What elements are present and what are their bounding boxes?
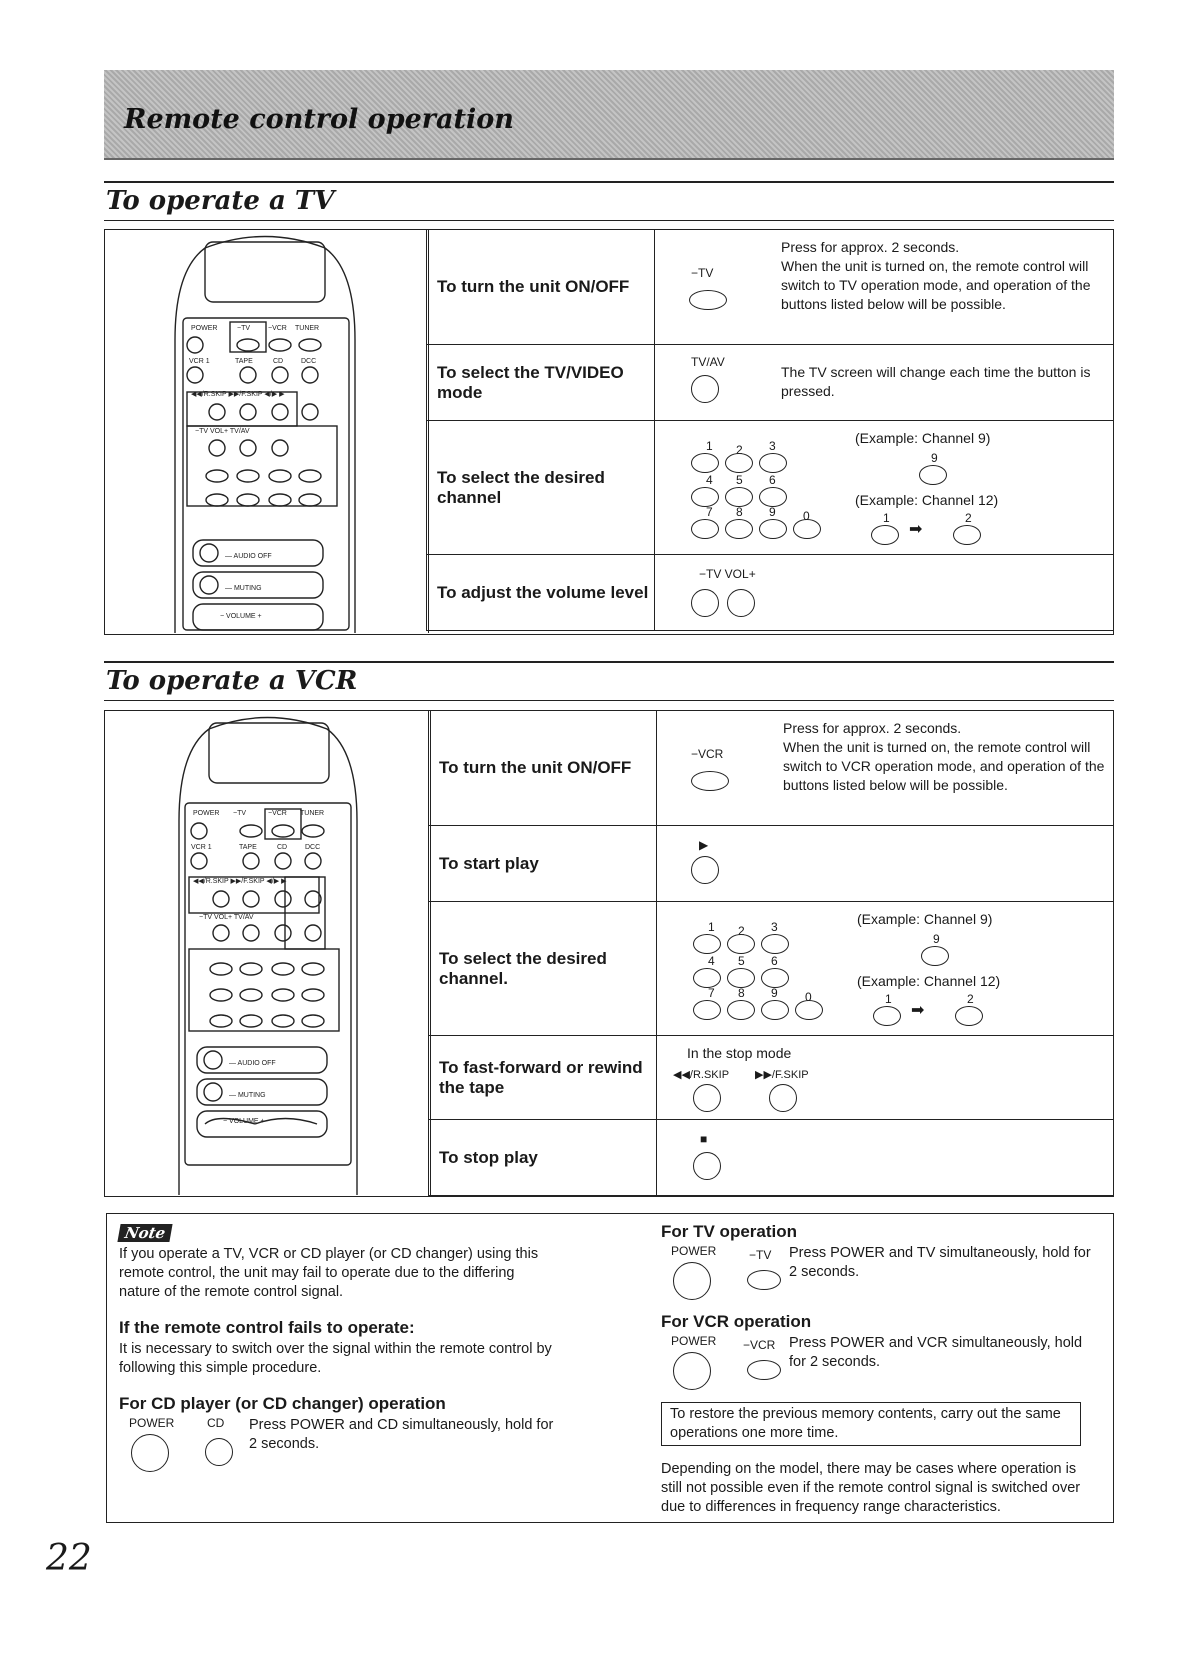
tvav-description: The TV screen will change each time the button is pressed. bbox=[781, 364, 1091, 399]
vcr-row-label: To stop play bbox=[429, 1120, 657, 1196]
svg-text:VCR 1: VCR 1 bbox=[191, 844, 212, 851]
tv-op-power-label: POWER bbox=[671, 1244, 717, 1258]
tv-power-button-icon[interactable] bbox=[689, 290, 727, 310]
remote-control-icon bbox=[105, 230, 427, 633]
note-intro: If you operate a TV, VCR or CD player (or CD changer) using this remote control, the unit may fail to operate due to the differing nature of the remote control signal. bbox=[119, 1246, 539, 1300]
svg-text:− VOLUME +: − VOLUME + bbox=[220, 613, 262, 620]
svg-text:TAPE: TAPE bbox=[239, 844, 257, 851]
svg-text:DCC: DCC bbox=[305, 844, 321, 851]
svg-text:— MUTING: — MUTING bbox=[225, 585, 262, 592]
vcr-row-detail bbox=[657, 1120, 1114, 1196]
vcr-row-label: To fast-forward or rewind the tape bbox=[429, 1036, 657, 1120]
vcr-button-label: −VCR bbox=[691, 747, 724, 761]
digit-button-icon[interactable] bbox=[725, 519, 753, 539]
digit-button-icon[interactable] bbox=[759, 453, 787, 473]
digit-button-icon[interactable] bbox=[691, 519, 719, 539]
digit-button-icon[interactable] bbox=[727, 1000, 755, 1020]
example-12-button-icon bbox=[953, 525, 981, 545]
tv-row-label: To select the desired channel bbox=[427, 421, 655, 555]
vcr-row-channel bbox=[429, 902, 1114, 1036]
example-12-digit: 1 bbox=[883, 511, 890, 525]
example-9-digit: 9 bbox=[933, 932, 940, 946]
tv-remote-illustration bbox=[105, 230, 429, 633]
tv-operations-table bbox=[426, 229, 1114, 631]
cd-text: Press POWER and CD simultaneously, hold for 2 seconds. bbox=[249, 1417, 554, 1452]
digit-button-icon[interactable] bbox=[693, 934, 721, 954]
tv-button-label: −TV bbox=[691, 266, 714, 280]
digit-button-icon[interactable] bbox=[727, 968, 755, 988]
digit-label: 7 bbox=[708, 986, 715, 1000]
digit-label: 5 bbox=[738, 954, 745, 968]
tv-row-detail bbox=[655, 421, 1114, 555]
power-button-icon bbox=[673, 1352, 711, 1390]
tv-row-volume bbox=[427, 555, 1114, 631]
digit-label: 1 bbox=[708, 920, 715, 934]
example-12-digit: 2 bbox=[965, 511, 972, 525]
digit-button-icon[interactable] bbox=[761, 1000, 789, 1020]
digit-label: 0 bbox=[805, 990, 812, 1004]
digit-label: 3 bbox=[771, 920, 778, 934]
tv-vol-label: −TV VOL+ bbox=[699, 567, 756, 581]
fail-text: It is necessary to switch over the signal within the remote control by following this simple procedure. bbox=[119, 1341, 552, 1376]
svg-text:CD: CD bbox=[273, 358, 284, 365]
stop-mode-text: In the stop mode bbox=[687, 1045, 792, 1061]
fail-heading: If the remote control fails to operate: bbox=[119, 1318, 415, 1337]
digit-button-icon[interactable] bbox=[759, 519, 787, 539]
tv-row-detail bbox=[655, 230, 1114, 345]
play-button-icon[interactable] bbox=[691, 856, 719, 884]
example-9-button-icon bbox=[919, 465, 947, 485]
rewind-button-icon[interactable] bbox=[693, 1084, 721, 1112]
cd-button-label: CD bbox=[207, 1416, 225, 1430]
vcr-button-icon bbox=[747, 1360, 781, 1380]
svg-text:POWER: POWER bbox=[193, 810, 220, 817]
cd-button-icon bbox=[205, 1438, 233, 1466]
vcr-op-power-label: POWER bbox=[671, 1334, 717, 1348]
example-12-button-icon bbox=[873, 1006, 901, 1026]
play-icon: ▶ bbox=[699, 838, 709, 852]
vcr-section-rule bbox=[104, 661, 1114, 663]
tvav-button-label: TV/AV bbox=[691, 355, 725, 369]
svg-text:−TV: −TV bbox=[237, 325, 251, 332]
digit-label: 5 bbox=[736, 473, 743, 487]
digit-label: 8 bbox=[738, 986, 745, 1000]
digit-button-icon[interactable] bbox=[727, 934, 755, 954]
digit-button-icon[interactable] bbox=[725, 453, 753, 473]
svg-text:−TV: −TV bbox=[233, 810, 247, 817]
digit-button-icon[interactable] bbox=[693, 1000, 721, 1020]
svg-text:− VOLUME +: − VOLUME + bbox=[223, 1118, 265, 1125]
digit-label: 3 bbox=[769, 439, 776, 453]
digit-label: 4 bbox=[706, 473, 713, 487]
vcr-row-detail bbox=[657, 902, 1114, 1036]
arrow-right-icon: ➡ bbox=[909, 521, 923, 538]
note-left-column bbox=[119, 1224, 559, 1474]
tv-op-button-label: −TV bbox=[749, 1248, 772, 1262]
vcr-row-detail bbox=[657, 711, 1114, 826]
fskip-label: ▶▶/F.SKIP bbox=[755, 1069, 809, 1081]
page-title: Remote control operation bbox=[124, 104, 514, 135]
rskip-label: ◀◀/R.SKIP bbox=[673, 1069, 730, 1081]
example-12-button-icon bbox=[871, 525, 899, 545]
tv-row-power bbox=[427, 230, 1114, 345]
tv-row-detail bbox=[655, 345, 1114, 421]
digit-label: 9 bbox=[771, 986, 778, 1000]
stop-button-icon[interactable] bbox=[693, 1152, 721, 1180]
svg-text:−VCR: −VCR bbox=[268, 325, 287, 332]
digit-label: 8 bbox=[736, 505, 743, 519]
digit-label: 2 bbox=[736, 443, 743, 457]
vcr-section-underline bbox=[104, 700, 1114, 701]
digit-label: 1 bbox=[706, 439, 713, 453]
stop-icon: ■ bbox=[700, 1132, 708, 1146]
vcr-op-heading: For VCR operation bbox=[661, 1312, 812, 1331]
digit-button-icon[interactable] bbox=[725, 487, 753, 507]
example-9-digit: 9 bbox=[931, 451, 938, 465]
svg-text:−TV VOL+ TV/AV: −TV VOL+ TV/AV bbox=[199, 914, 254, 921]
tv-row-label: To turn the unit ON/OFF bbox=[427, 230, 655, 345]
svg-text:VCR 1: VCR 1 bbox=[189, 358, 210, 365]
vcr-row-play bbox=[429, 826, 1114, 902]
svg-text:— AUDIO OFF: — AUDIO OFF bbox=[225, 553, 272, 560]
tv-row-label: To select the TV/VIDEO mode bbox=[427, 345, 655, 421]
svg-text:TUNER: TUNER bbox=[300, 810, 325, 817]
note-badge: Note bbox=[117, 1224, 172, 1242]
digit-button-icon[interactable] bbox=[693, 968, 721, 988]
vcr-remote-illustration bbox=[105, 711, 431, 1195]
digit-button-icon[interactable] bbox=[793, 519, 821, 539]
tv-row-channel bbox=[427, 421, 1114, 555]
digit-button-icon[interactable] bbox=[759, 487, 787, 507]
vcr-row-stop bbox=[429, 1120, 1114, 1196]
channel-9-example: (Example: Channel 9) bbox=[855, 430, 991, 446]
digit-label: 2 bbox=[738, 924, 745, 938]
vcr-operations-table bbox=[428, 710, 1114, 1196]
power-button-icon bbox=[673, 1262, 711, 1300]
example-12-digit: 1 bbox=[885, 992, 892, 1006]
power-button-icon bbox=[131, 1434, 169, 1472]
cd-power-label: POWER bbox=[129, 1416, 175, 1430]
svg-text:CD: CD bbox=[277, 844, 288, 851]
vcr-section-title: To operate a VCR bbox=[106, 666, 358, 696]
vol-down-button-icon[interactable] bbox=[691, 589, 719, 617]
title-banner bbox=[104, 70, 1114, 160]
svg-text:— AUDIO OFF: — AUDIO OFF bbox=[229, 1060, 276, 1067]
tv-section-rule bbox=[104, 181, 1114, 183]
svg-text:−TV VOL+ TV/AV: −TV VOL+ TV/AV bbox=[195, 428, 250, 435]
vcr-power-button-icon[interactable] bbox=[691, 771, 729, 791]
channel-12-example: (Example: Channel 12) bbox=[855, 492, 999, 508]
tv-number-pad bbox=[691, 439, 831, 549]
vcr-row-detail bbox=[657, 1036, 1114, 1120]
digit-label: 9 bbox=[769, 505, 776, 519]
channel-9-example: (Example: Channel 9) bbox=[857, 911, 993, 927]
svg-text:TUNER: TUNER bbox=[295, 325, 320, 332]
tv-section-underline bbox=[104, 220, 1114, 221]
svg-text:TAPE: TAPE bbox=[235, 358, 253, 365]
example-12-button-icon bbox=[955, 1006, 983, 1026]
remote-control-icon bbox=[105, 711, 429, 1195]
page-number: 22 bbox=[46, 1538, 92, 1579]
vcr-row-power bbox=[429, 711, 1114, 826]
vcr-row-label: To turn the unit ON/OFF bbox=[429, 711, 657, 826]
digit-button-icon[interactable] bbox=[761, 968, 789, 988]
tv-row-label: To adjust the volume level bbox=[427, 555, 655, 631]
digit-label: 4 bbox=[708, 954, 715, 968]
tvav-button-icon[interactable] bbox=[691, 375, 719, 403]
vcr-row-label: To start play bbox=[429, 826, 657, 902]
digit-label: 6 bbox=[771, 954, 778, 968]
model-note: Depending on the model, there may be cases where operation is still not possible even if the remote control signal is switched over due to differences in frequency range characteristics. bbox=[661, 1461, 1081, 1515]
example-9-button-icon bbox=[921, 946, 949, 966]
vcr-power-description: Press for approx. 2 seconds. When the unit is turned on, the remote control will switch to VCR operation mode, and operation of the buttons listed below will be possible. bbox=[783, 720, 1105, 793]
svg-text:POWER: POWER bbox=[191, 325, 218, 332]
digit-label: 6 bbox=[769, 473, 776, 487]
svg-text:◀◀/R.SKIP ▶▶/F.SKIP ◀/▶ ▶: ◀◀/R.SKIP ▶▶/F.SKIP ◀/▶ ▶ bbox=[191, 391, 285, 398]
note-box bbox=[106, 1213, 1114, 1523]
tv-section-title: To operate a TV bbox=[106, 186, 335, 216]
vol-up-button-icon[interactable] bbox=[727, 589, 755, 617]
digit-button-icon[interactable] bbox=[795, 1000, 823, 1020]
svg-text:DCC: DCC bbox=[301, 358, 317, 365]
svg-text:◀◀/R.SKIP ▶▶/F.SKIP ◀/▶ ▶: ◀◀/R.SKIP ▶▶/F.SKIP ◀/▶ ▶ bbox=[193, 878, 287, 885]
vcr-op-button-label: −VCR bbox=[743, 1338, 776, 1352]
vcr-row-ffrew bbox=[429, 1036, 1114, 1120]
digit-button-icon[interactable] bbox=[761, 934, 789, 954]
svg-text:— MUTING: — MUTING bbox=[229, 1092, 266, 1099]
tv-row-detail bbox=[655, 555, 1114, 631]
vcr-number-pad bbox=[693, 920, 833, 1030]
channel-12-example: (Example: Channel 12) bbox=[857, 973, 1001, 989]
example-12-digit: 2 bbox=[967, 992, 974, 1006]
tv-row-tvav bbox=[427, 345, 1114, 421]
vcr-op-instruction bbox=[661, 1332, 1101, 1392]
cd-heading: For CD player (or CD changer) operation bbox=[119, 1394, 446, 1413]
digit-label: 0 bbox=[803, 509, 810, 523]
arrow-right-icon: ➡ bbox=[911, 1002, 925, 1019]
tv-op-text: Press POWER and TV simultaneously, hold for 2 seconds. bbox=[789, 1245, 1091, 1280]
vcr-op-text: Press POWER and VCR simultaneously, hold for 2 seconds. bbox=[789, 1335, 1083, 1370]
fast-forward-button-icon[interactable] bbox=[769, 1084, 797, 1112]
vcr-row-label: To select the desired channel. bbox=[429, 902, 657, 1036]
vcr-row-detail bbox=[657, 826, 1114, 902]
tv-button-icon bbox=[747, 1270, 781, 1290]
note-right-column bbox=[661, 1222, 1101, 1517]
digit-button-icon[interactable] bbox=[691, 487, 719, 507]
digit-button-icon[interactable] bbox=[691, 453, 719, 473]
tv-op-instruction bbox=[661, 1242, 1101, 1302]
tv-op-heading: For TV operation bbox=[661, 1222, 797, 1241]
digit-label: 7 bbox=[706, 505, 713, 519]
restore-note: To restore the previous memory contents, carry out the same operations one more time. bbox=[661, 1402, 1081, 1446]
svg-text:−VCR: −VCR bbox=[268, 810, 287, 817]
cd-instruction bbox=[119, 1414, 559, 1474]
tv-power-description: Press for approx. 2 seconds. When the unit is turned on, the remote control will switch to TV operation mode, and operation of the buttons listed below will be possible. bbox=[781, 239, 1091, 312]
